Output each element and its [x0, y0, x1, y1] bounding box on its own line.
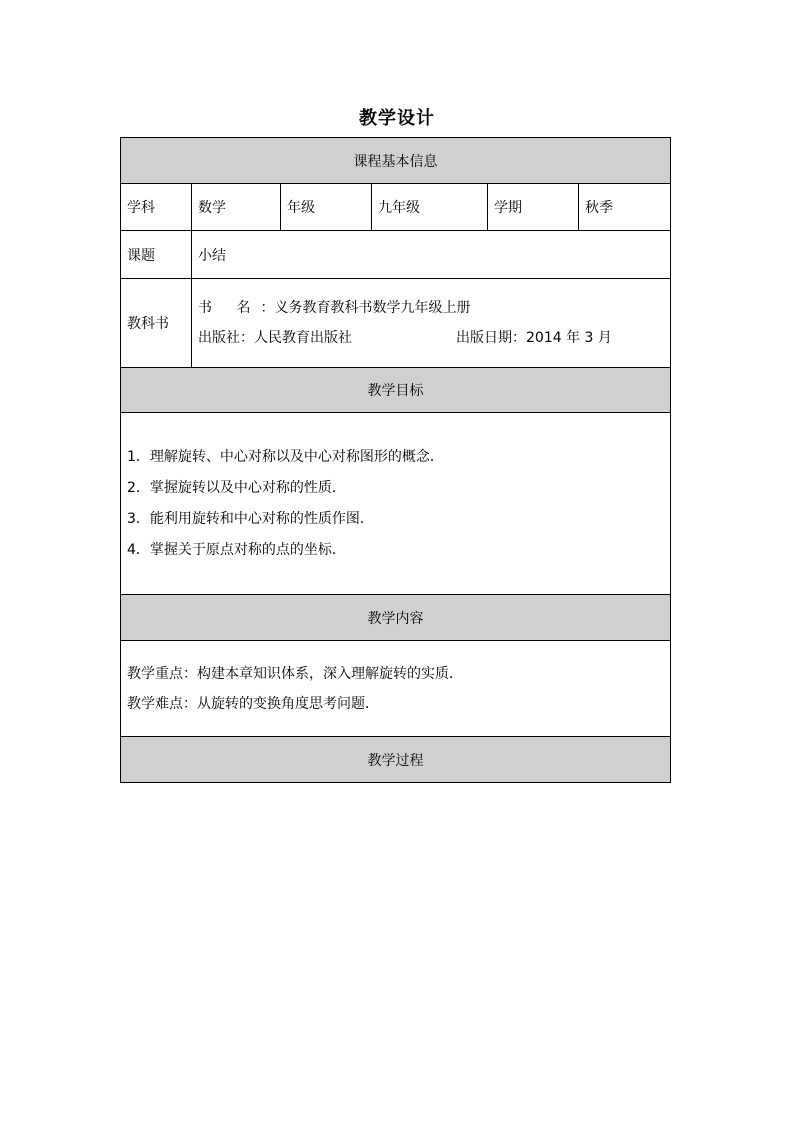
textbook-details — [192, 279, 671, 368]
section-header-goals — [121, 368, 671, 413]
goal-item: 3．能利用旋转和中心对称的性质作图． — [127, 510, 374, 527]
publisher-label: 出版社 — [198, 330, 240, 346]
goal-item: 2．掌握旋转以及中心对称的性质． — [127, 479, 346, 496]
lesson-plan-table — [120, 137, 671, 783]
subject-value: 数学 — [192, 184, 281, 231]
goals-list — [121, 413, 671, 595]
goal-item: 1．理解旋转、中心对称以及中心对称图形的概念． — [127, 448, 444, 465]
textbook-row — [121, 279, 671, 368]
difficulty-point: 教学难点：从旋转的变换角度思考问题． — [127, 695, 379, 712]
section-title-content: 教学内容 — [121, 595, 671, 641]
section-title-basic-info: 课程基本信息 — [121, 138, 671, 184]
term-label: 学期 — [488, 184, 579, 231]
book-name-value: ：义务教育教科书数学九年级上册 — [260, 300, 471, 316]
publisher-line — [198, 329, 664, 347]
book-name-line — [198, 299, 664, 317]
content-row — [121, 641, 671, 737]
publisher-value: ：人民教育出版社 — [240, 330, 352, 346]
pub-date-label: 出版日期 — [456, 330, 512, 346]
document-title: 教学设计 — [359, 108, 435, 129]
subject-label: 学科 — [121, 184, 192, 231]
topic-label: 课题 — [121, 231, 192, 279]
pub-date-value: ：2014 年 3 月 — [512, 330, 612, 346]
textbook-label: 教科书 — [121, 279, 192, 368]
content-details — [121, 641, 671, 737]
section-header-basic-info — [121, 138, 671, 184]
section-title-process: 教学过程 — [121, 737, 671, 783]
grade-value: 九年级 — [372, 184, 488, 231]
topic-value: 小结 — [192, 231, 671, 279]
book-name-label: 书 名 — [198, 300, 261, 316]
term-value: 秋季 — [579, 184, 671, 231]
topic-row — [121, 231, 671, 279]
goals-row — [121, 413, 671, 595]
section-title-goals: 教学目标 — [121, 368, 671, 413]
publication-date — [456, 329, 612, 347]
section-header-content — [121, 595, 671, 641]
subject-row — [121, 184, 671, 231]
goal-item: 4．掌握关于原点对称的点的坐标． — [127, 541, 346, 558]
section-header-process — [121, 737, 671, 783]
grade-label: 年级 — [281, 184, 372, 231]
key-point: 教学重点：构建本章知识体系，深入理解旋转的实质． — [127, 665, 463, 682]
